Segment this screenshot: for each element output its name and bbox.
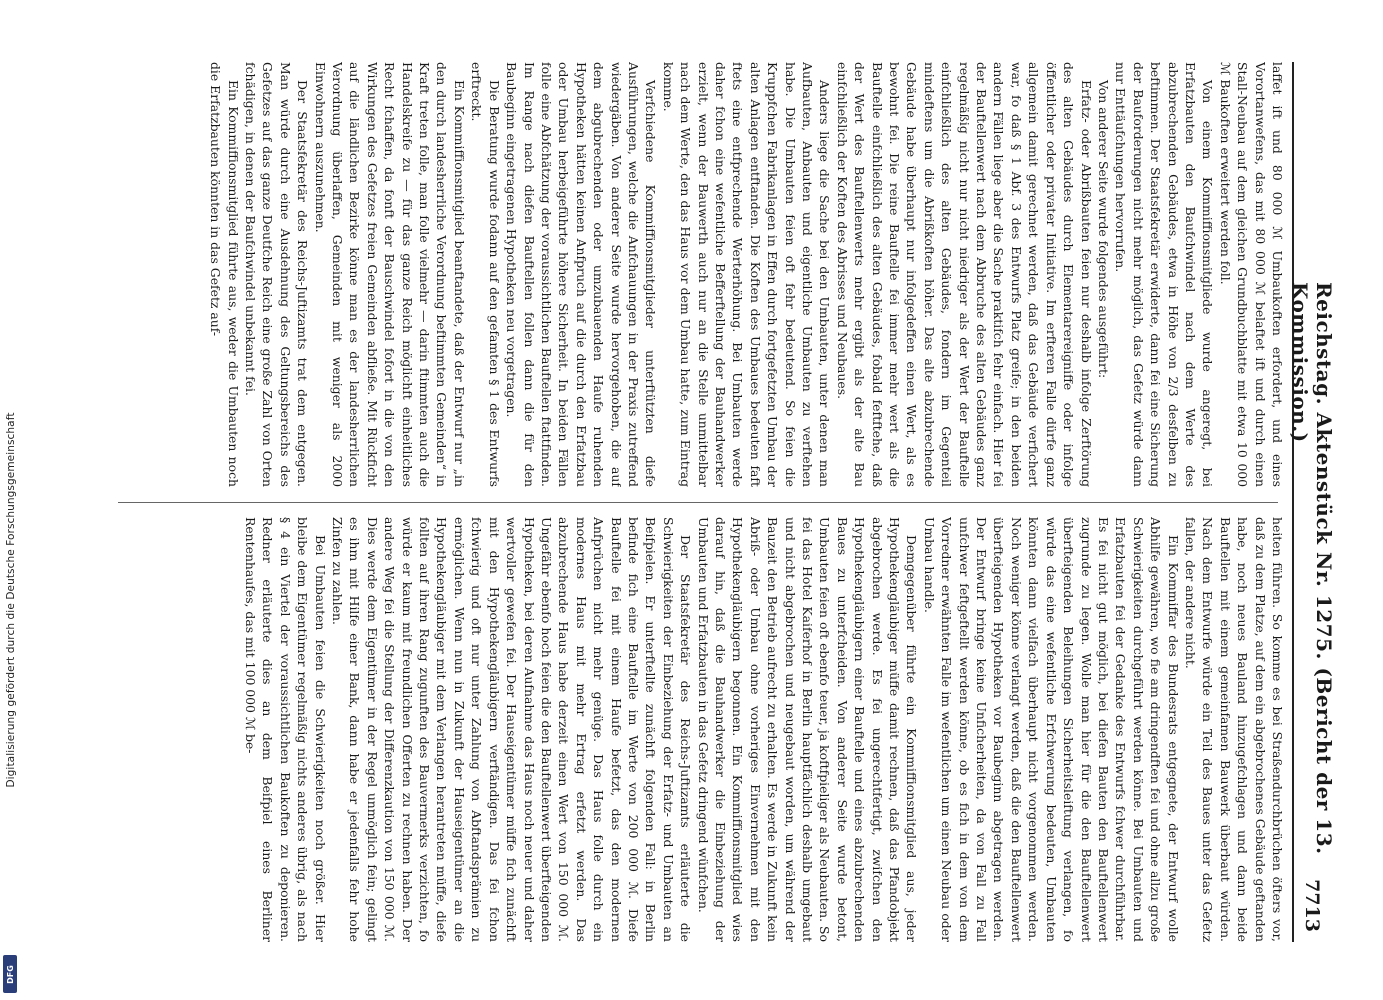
- right-column: [86, 517, 1286, 942]
- paragraph: Der Staatsfekretär des Reichs-Juftizamts erläuterte die Schwierigkeiten der Einbeziehung der Erfatz- und Umbauten an Beifpielen. Er unterftellte zunächft folgenden Fall: in Berlin befinde fich eine Bauftelle im Werte von 200 000 ℳ. Diefe Bauftelle fei mit einem Haufe befetzt, das den modernen Anfprüchen nicht mehr genüge. Das Haus folle durch ein modernes Haus mit mehr Ertrag erfetzt werden. Das abzubrechende Haus habe derzeit einen Wert von 150 000 ℳ. Ungefähr ebenfo hoch feien die den Bauftellenwert überfteigenden Hypotheken, bei deren Aufnahme das Haus noch neuer und daher wertvoller gewefen fei. Der Hauseigentümer müffe fich zunächft mit den Hypothekengläubigern verftändigen. Das fei fchon fchwierig und oft nur unter Zahlung von Abftandsprämien zu ermöglichen. Wenn nun in Zukunft der Hauseigentümer an die Hypothekengläubiger mit dem Verlangen herantreten müffe, diefe follten auf ihren Rang zugunften des Bauvermerks verzichten, fo würde er kaum mit freundlichen Offerten zu rechnen haben. Der andere Weg fei die Stellung der Differenzkaution von 150 000 ℳ. Dies werde dem Eigentümer in der Regel unmöglich fein; gelingt es ihm mit Hilfe einer Bank, dann habe er jedenfalls fehr hohe Zinfen zu zahlen.: [330, 517, 694, 942]
- paragraph: Demgegenüber führte ein Kommiffionsmitglied aus, jeder Hypothekengläubiger müffe damit rechnen, daß das Pfandobjekt abgebrochen werde. Es fei ungerechtfertigt, zwifchen den Hypothekengläubigern einer Bauftelle und eines abzubrechenden Baues zu unterfcheiden. Von anderer Seite wurde betont, Umbauten feien oft ebenfo teuer, ja koftfpieliger als Neubauten. So fei das Hotel Kaiferhof in Berlin hauptfächlich deshalb umgebaut und nicht abgebrochen und neugebaut worden, um während der Bauzeit den Betrieb aufrecht zu erhalten. Es werde in Zukunft kein Abriß- oder Umbau ohne vorheriges Einvernehmen mit den Hypothekengläubigern begonnen. Ein Kommiffionsmitglied wies darauf hin, daß die Bauhandwerker die Einbeziehung der Umbauten und Erfatzbauten in das Gefetz dringend wünfchen.: [695, 517, 920, 942]
- paragraph: Anders liege die Sache bei den Umbauten, unter denen man Aufbauten, Anbauten und eigentliche Umbauten zu verftehen habe. Die Umbauten feien oft fehr bedeutend. So feien die Kruppfchen Fabrikanlagen in Effen durch fortgefetzten Umbau der alten Anlagen entftanden. Die Koften des Umbaues bedeuten faft ftets eine entfprechende Werterhöhung. Bei Umbauten werde daher fchon eine wefentliche Befferftellung der Bauhandwerker erzielt, wenn der Bauwerth auch nur an die Stelle unmittelbar nach dem Werte, den das Haus vor dem Umbau hatte, zum Eintrag komme.: [660, 62, 833, 487]
- paragraph: laffet ift und 80 000 ℳ Umbaukoften erfordert, und eines Vorortanwefens, das mit 80 000 ℳ belaftet ift und durch einen Stall-Neubau auf dem gleichen Grundbuchblatte mit etwa 10 000 ℳ Baukoften erweitert werden foll.: [1217, 62, 1285, 487]
- side-strip: [0, 0, 22, 1000]
- dfg-logo-text: DFG: [5, 964, 15, 984]
- page-header: [1288, 62, 1336, 942]
- paragraph: Von anderer Seite wurde folgendes ausgeführt:: [1095, 80, 1111, 379]
- text-columns: [86, 62, 1286, 942]
- column-divider: [118, 502, 1278, 503]
- paragraph: heiten führen. So komme es bei Straßendurchbrüchen öfters vor, daß zu dem Platze, auf dem ein abgebrochenes Gebäude geftanden habe, noch neues Bauland hinzugefchlagen und dann beide Bauftellen mit einem gemeinfamen Bauwerk überbaut würden. Nach dem Entwurfe würde ein Teil des Baues unter das Gefetz fallen, der andere nicht.: [1182, 517, 1285, 942]
- paragraph: Verfchiedene Kommiffionsmitglieder unterftützten diefe Ausführungen, welche die Anfchauungen in der Praxis zutreffend wiedergäben. Von anderer Seite wurde hervorgehoben, die auf dem abgubrechenden oder umzubauenden Haufe ruhenden Hypotheken hätten keinen Anfpruch auf die durch den Erfatzbau oder Umbau herbeigeführte höhere Sicherheit. In beiden Fällen folle eine Abfchätzung der voraussichtlichen Bauftellen ftattfinden. Im Range nach diefen Bauftellen follen dann die für den Baubeginn eingetragenen Hypotheken neu vorgetragen.: [504, 62, 659, 487]
- paragraph: Von einem Kommiffionsmitgliede wurde angeregt, bei Erfatzbauten den Baufchwindel nach dem Werte des abzubrechenden Gebäudes, etwa in Höhe von 2/3 desfelben zu beftimmen. Der Staatsfekretär erwiderte, dann fei eine Sicherung der Bauforderungen nicht mehr möglich, das Gefetz würde dann nur Enttäufchungen hervorrufen.: [1113, 62, 1216, 487]
- paragraph: Ein Kommiffar des Bundesrats entgegnete, der Entwurf wolle Abhilfe gewähren, wo fie am dringendften fei und ohne allzu große Schwierigkeiten durchgeführt werden könne. Bei Umbauten und Erfatzbauten fei der Gedanke des Entwurfs fchwer durchführbar. Es fei nicht gut möglich, bei diefen Bauten den Bauftellenwert zugrunde zu legen. Wolle man hier für die den Bauftellenwert überfteigenden Beleihungen Sicherheitsleiftung verlangen, fo würde das eine wefentliche Erfchwerung bedeuten, Umbauten könnten dann vielfach überhaupt nicht vorgenommen werden. Noch weniger könne verlangt werden, daß die den Bauftellenwert überfteigenden Hypotheken vor Baubeginn abgetragen werden. Der Entwurf bringe keine Unficherheiten, da von Fall zu Fall unfchwer feftgeftellt werden könne, ob es fich in dem von dem Vorredner erwähnten Falle im wefentlichen um einen Neubau oder Umbau handle.: [921, 517, 1181, 942]
- paragraph: Ein Kommiffionsmitglied beanftandete, daß der Entwurf nur „in den durch landesherrliche Verordnung beftimmten Gemeinden“ in Kraft treten folle, man folle vielmehr — darin ftimmten auch die Handelskreife zu — für das ganze Reich möglichft einheitliches Recht fchaffen, da fonft der Bauschwindel fofort in die von den Wirkungen des Gefetzes freien Gemeinden abfließe. Mit Rückficht auf die ländlichen Bezirke könne man es der landesherrlichen Verordnung überlaffen, Gemeinden mit weniger als 2000 Einwohnern auszunehmen.: [312, 62, 467, 487]
- left-column: [86, 62, 1286, 487]
- page-number: 7713: [1301, 879, 1323, 932]
- paragraph: Erfatz- oder Abrißbauten feien nur deshalb infolge Zerftörung des alten Gebäudes durch Elementarereigniffe oder infolge öffentlicher oder privater Initiative. Im erfteren Falle dürfe ganz allgemein damit gerechnet werden, daß das Gebäude verfichert war, fo daß § 1 Abf. 3 des Entwurfs Platz greife; in den beiden andern Fällen liege aber die Sache praktifch fehr einfach. Hier fei der Bauftellenwert nach dem Abbruche des alten Gebäudes ganz regelmäßig nicht nur nicht niedriger als der Wert der Bauftelle einfchließlich des alten Gebäudes, fondern im Gegenteil mindeftens um die Abrißkoften höher. Das alte abzubrechende Gebäude habe überhaupt nur infolgedeffen einen Wert, als es bewohnt fei. Die reine Bauftelle fei immer mehr wert als die Bauftelle einfchließlich des alten Gebäudes, fobald feftftehe, daß der Wert des Bauftellenwerts mehr ergibt als der alte Bau einfchließlich der Koften des Abrisses und Neubaues.: [834, 62, 1094, 487]
- paragraph: Der Staatsfekretär des Reichs-Juftizamts trat dem entgegen. Man würde durch eine Ausdehnung des Geltungsbereichs des Gefetzes auf das ganze Deutfche Reich eine große Zahl von Orten fchädigen, in denen der Baufchwindel unbekannt fei.: [243, 62, 311, 487]
- digitization-credit: Digitalisierung gefördert durch die Deutsche Forschungsgemeinschaft: [5, 412, 17, 788]
- dfg-logo-icon: [3, 955, 17, 993]
- document-page: [80, 62, 1336, 942]
- paragraph: Ein Kommiffionsmitglied führte aus, weder die Umbauten noch die Erfatzbauten könnten in das Gefetz auf-: [208, 62, 241, 487]
- page-title: Reichstag. Aktenstück Nr. 1275. (Bericht der 13. Kommission.): [1288, 282, 1336, 855]
- paragraph: Die Beratung wurde fodann auf den gefamten § 1 des Entwurfs erftreckt.: [469, 62, 502, 487]
- paragraph: Bei Umbauten feien die Schwierigkeiten noch größer. Hier bleibe dem Eigentümer regelmäßig nichts anderes übrig, als nach § 4 ein Viertel der voraussichtlichen Baukoften zu deponieren. Redner erläuterte dies an dem Beifpiel eines Berliner Rentenhaufes, das mit 100 000 ℳ be-: [243, 517, 328, 942]
